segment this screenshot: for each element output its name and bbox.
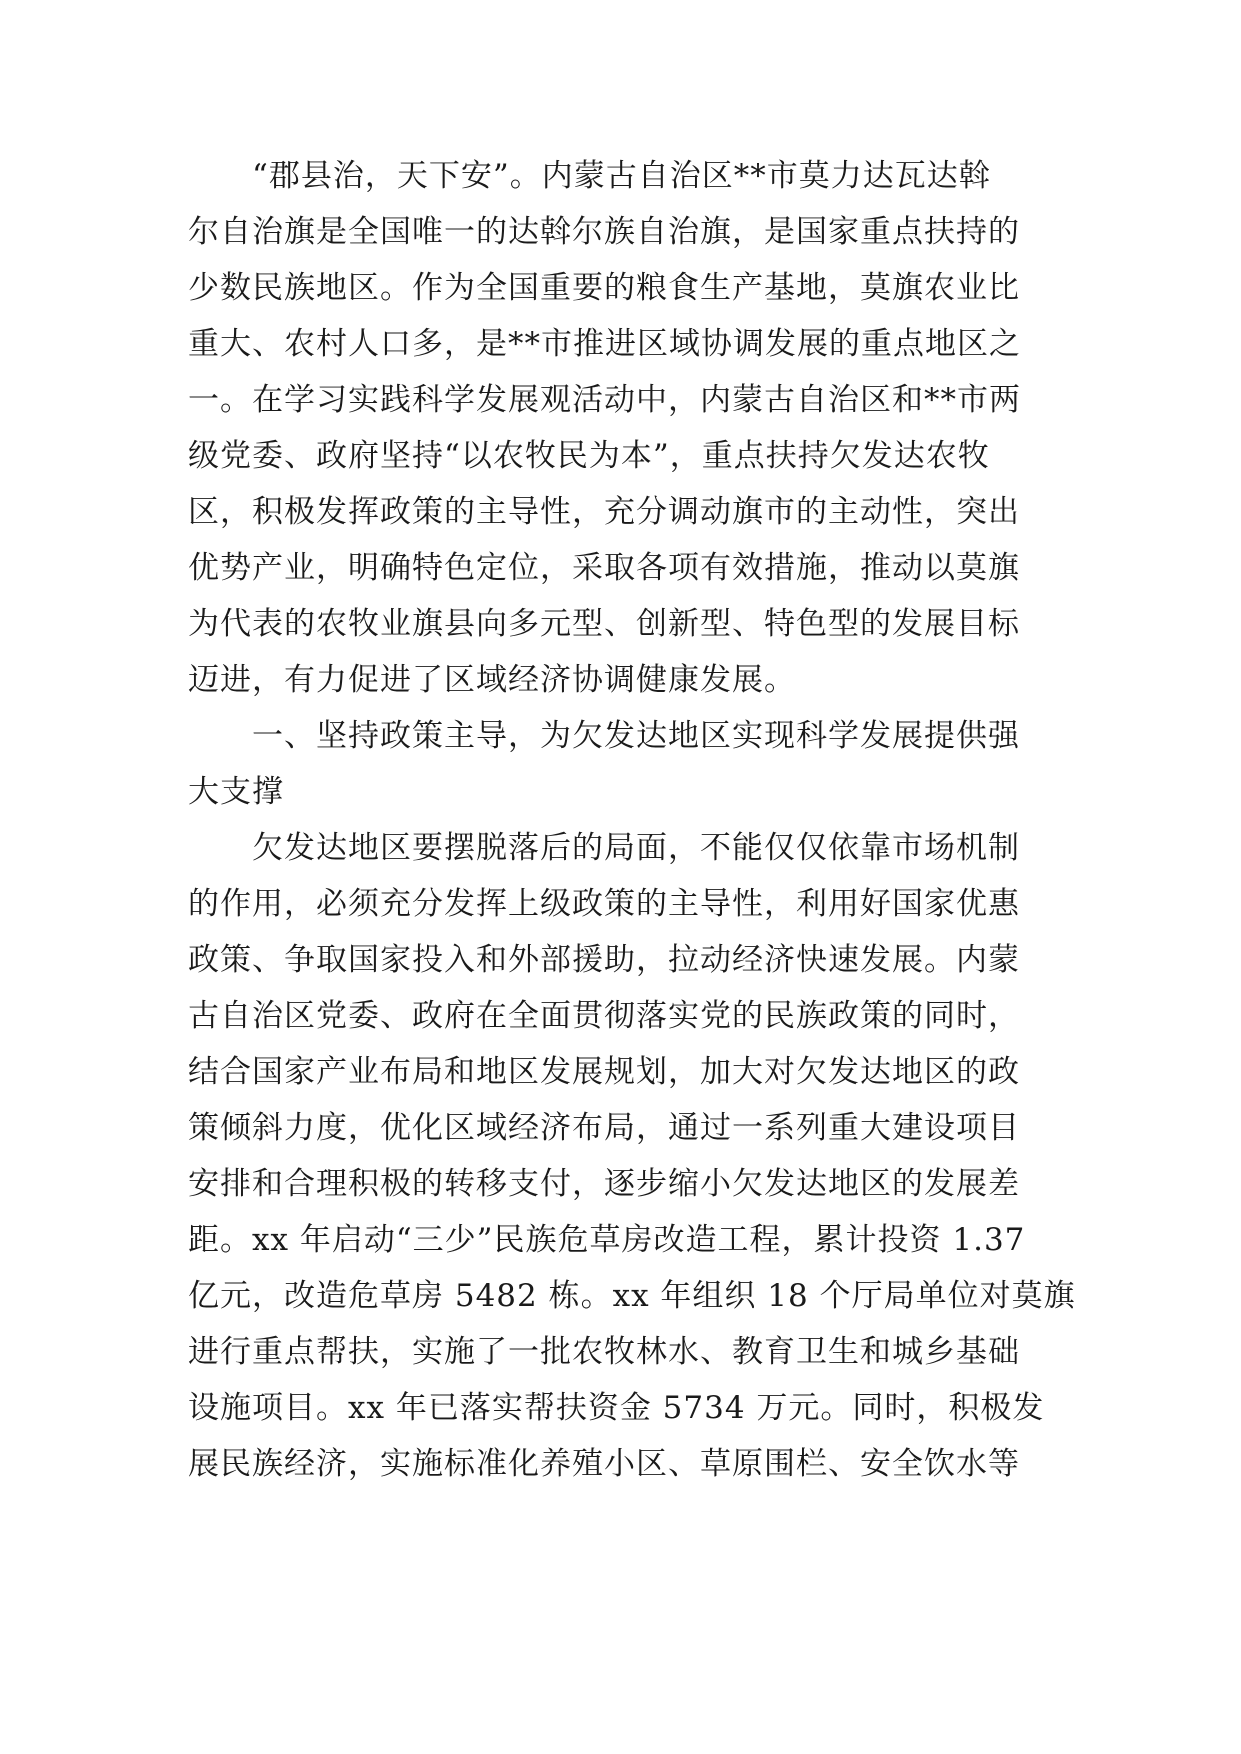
- paragraph-line: 的作用，必须充分发挥上级政策的主导性，利用好国家优惠: [188, 886, 1020, 922]
- paragraph-line: 尔自治旗是全国唯一的达斡尔族自治旗，是国家重点扶持的: [188, 214, 1020, 250]
- paragraph-line: 区，积极发挥政策的主导性，充分调动旗市的主动性，突出: [188, 494, 1020, 530]
- section-heading-line: 大支撑: [188, 774, 284, 810]
- paragraph-line: “郡县治，天下安”。内蒙古自治区**市莫力达瓦达斡: [252, 158, 991, 194]
- paragraph-line: 距。xx 年启动“三少”民族危草房改造工程，累计投资 1.37: [188, 1222, 1026, 1258]
- paragraph-line: 策倾斜力度，优化区域经济布局，通过一系列重大建设项目: [188, 1110, 1020, 1146]
- paragraph-line: 为代表的农牧业旗县向多元型、创新型、特色型的发展目标: [188, 606, 1020, 642]
- paragraph-line: 结合国家产业布局和地区发展规划，加大对欠发达地区的政: [188, 1054, 1020, 1090]
- paragraph-line: 欠发达地区要摆脱落后的局面，不能仅仅依靠市场机制: [252, 830, 1020, 866]
- paragraph-line: 少数民族地区。作为全国重要的粮食生产基地，莫旗农业比: [188, 270, 1020, 306]
- paragraph-line: 重大、农村人口多，是**市推进区域协调发展的重点地区之: [188, 326, 1021, 362]
- paragraph-line: 亿元，改造危草房 5482 栋。xx 年组织 18 个厅局单位对莫旗: [188, 1278, 1076, 1314]
- paragraph-line: 优势产业，明确特色定位，采取各项有效措施，推动以莫旗: [188, 550, 1020, 586]
- section-heading-line: 一、坚持政策主导，为欠发达地区实现科学发展提供强: [252, 718, 1020, 754]
- paragraph-line: 政策、争取国家投入和外部援助，拉动经济快速发展。内蒙: [188, 942, 1020, 978]
- document-body: [188, 148, 1076, 1492]
- paragraph-line: 迈进，有力促进了区域经济协调健康发展。: [188, 662, 796, 698]
- paragraph-line: 展民族经济，实施标准化养殖小区、草原围栏、安全饮水等: [188, 1446, 1020, 1482]
- paragraph-line: 一。在学习实践科学发展观活动中，内蒙古自治区和**市两: [188, 382, 1021, 418]
- paragraph-line: 安排和合理积极的转移支付，逐步缩小欠发达地区的发展差: [188, 1166, 1020, 1202]
- paragraph-line: 设施项目。xx 年已落实帮扶资金 5734 万元。同时，积极发: [188, 1390, 1045, 1426]
- paragraph-line: 级党委、政府坚持“以农牧民为本”，重点扶持欠发达农牧: [188, 438, 990, 474]
- paragraph-line: 古自治区党委、政府在全面贯彻落实党的民族政策的同时，: [188, 998, 1020, 1034]
- paragraph-line: 进行重点帮扶，实施了一批农牧林水、教育卫生和城乡基础: [188, 1334, 1020, 1370]
